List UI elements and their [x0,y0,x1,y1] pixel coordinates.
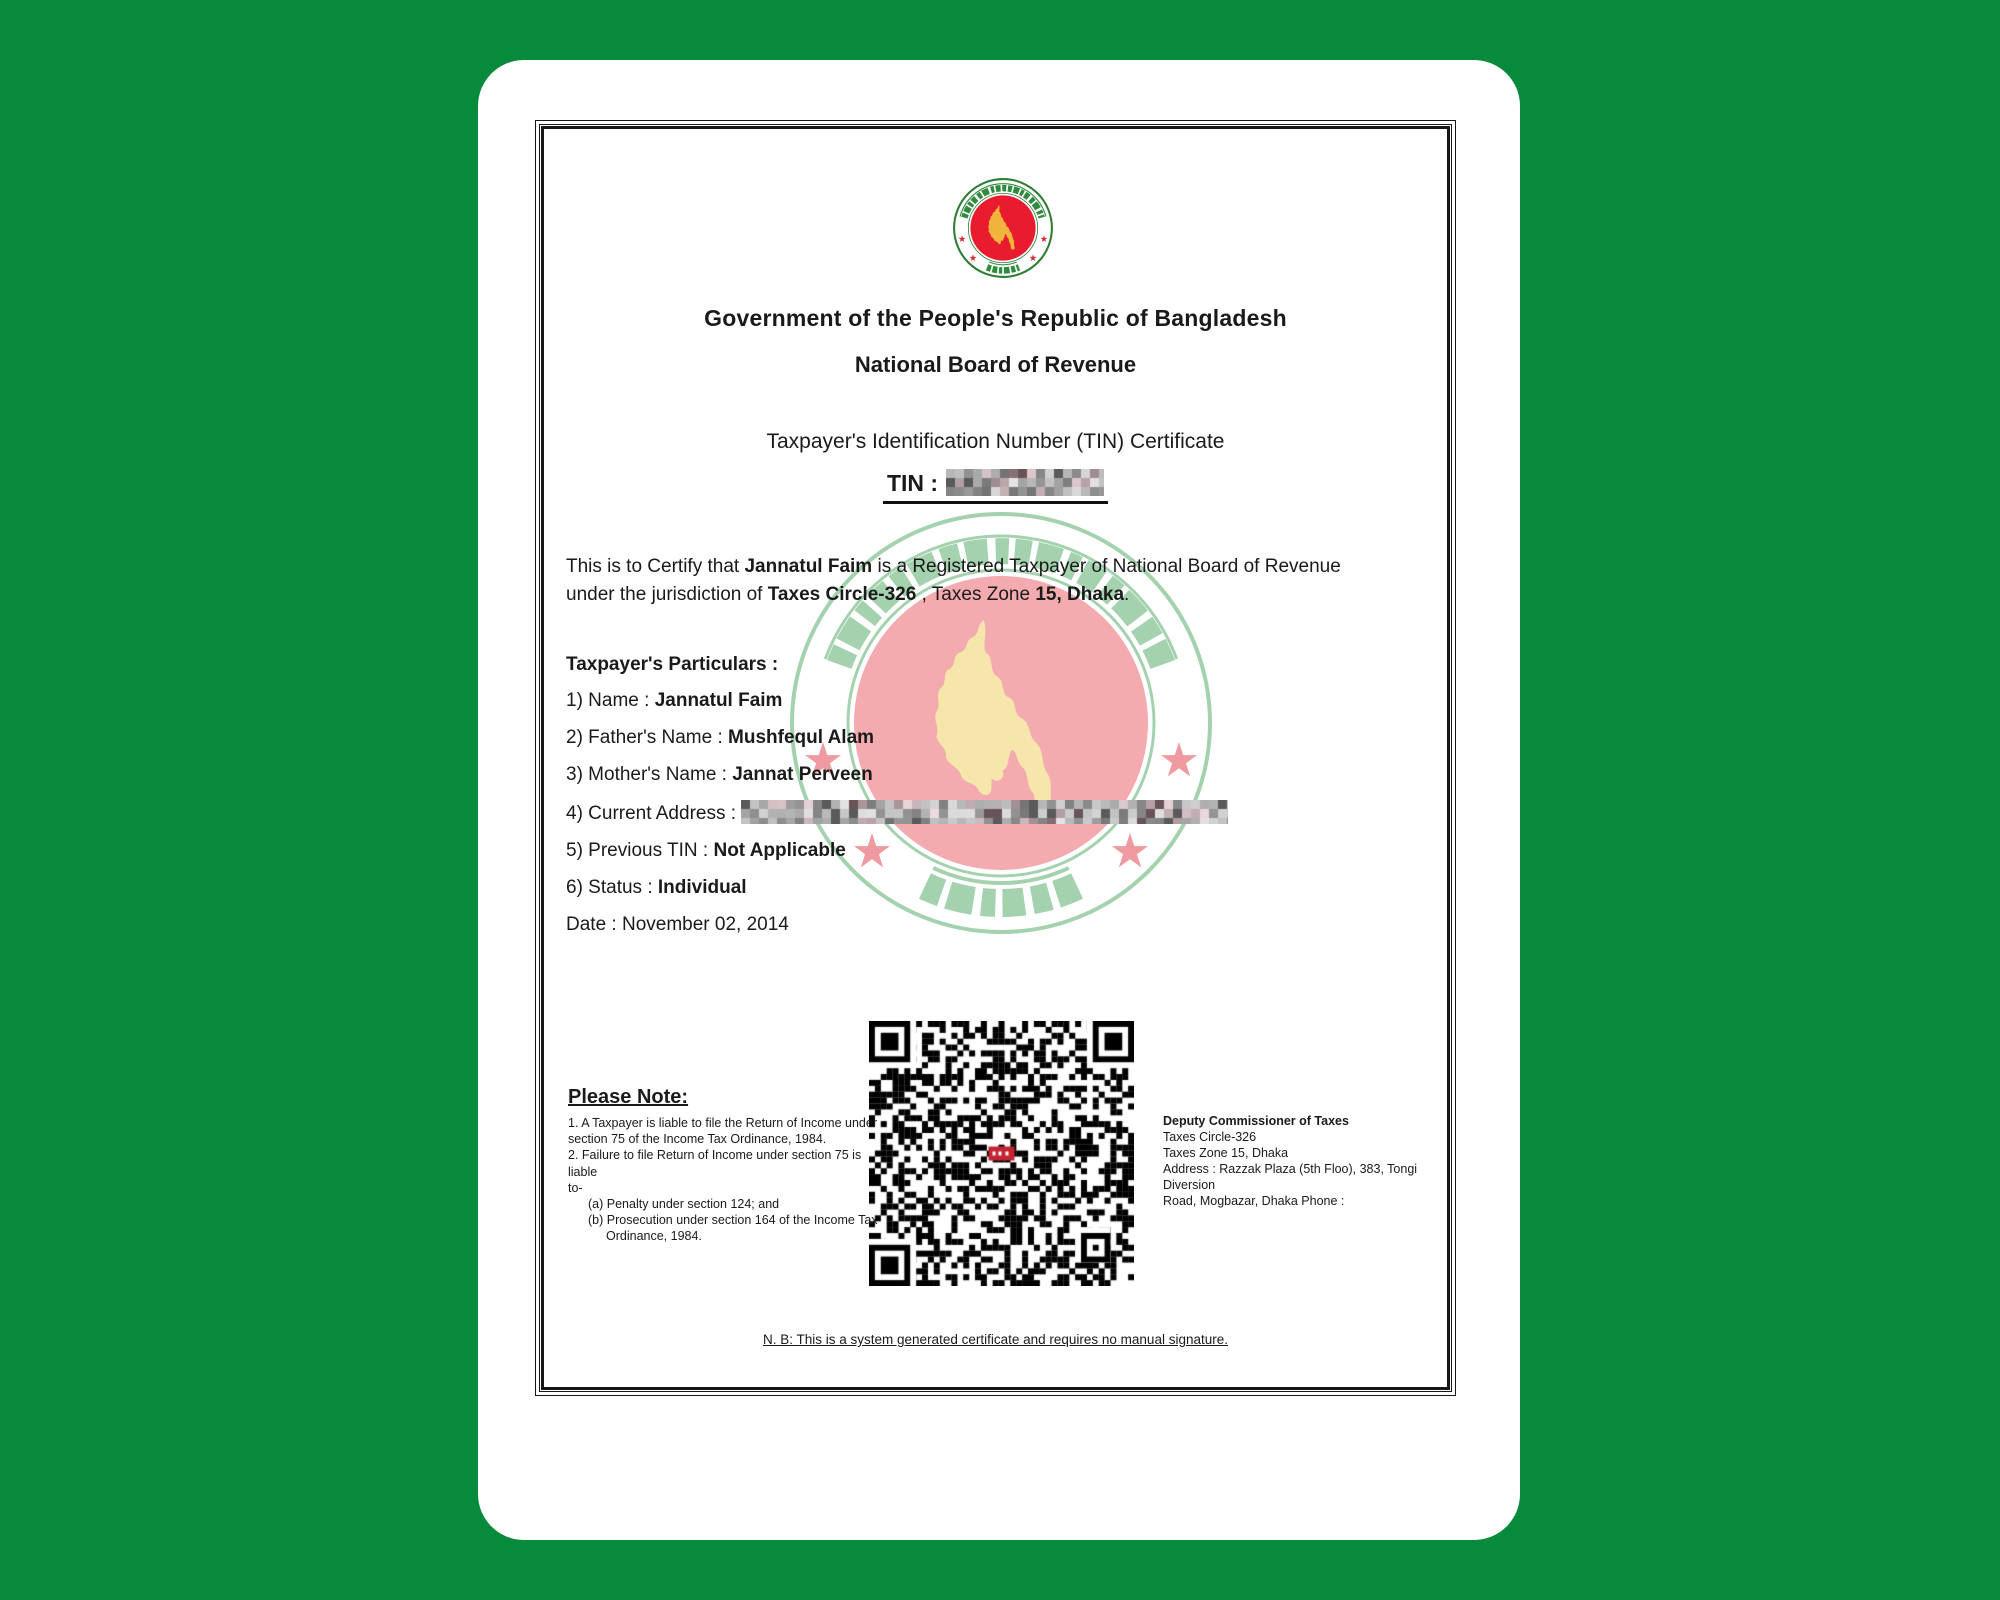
particular-row [566,913,1228,936]
board-title: National Board of Revenue [854,352,1137,377]
particular-row [566,876,1228,899]
document-title: Taxpayer's Identification Number (TIN) Certificate [766,430,1225,453]
signatory-line: Taxes Circle-326 [1163,1130,1257,1144]
certify-segment: . [1124,583,1130,605]
particular-label: Date : [566,914,622,935]
particular-value: Jannatul Faim [654,690,783,711]
certify-segment: , Taxes Zone [916,583,1036,605]
tin-line [544,469,1447,504]
particular-value: Individual [657,877,747,898]
certificate-frame [541,126,1450,1390]
signatory-line: Taxes Zone 15, Dhaka [1163,1146,1289,1160]
particular-label: 4) Current Address : [566,803,742,824]
signatory-block [1163,1113,1463,1209]
particulars-list [566,689,1228,950]
particular-label: 6) Status : [566,877,658,898]
particular-row [566,839,1228,862]
particular-value: Jannat Perveen [732,764,873,785]
certify-segment: This is to Certify that [566,556,745,577]
qr-code [869,1021,1134,1286]
government-seal-icon [950,175,1056,281]
note-line: (a) Penalty under section 124; and [588,1197,780,1212]
note-line: Ordinance, 1984. [606,1229,702,1244]
certify-segment: Jannatul Faim [744,556,873,577]
note-line: (b) Prosecution under section 164 of the Income Tax [588,1213,878,1228]
certificate-card [478,60,1520,1540]
please-note-lines [568,1115,880,1245]
particular-value: Not Applicable [713,840,846,861]
signatory-line: Deputy Commissioner of Taxes [1163,1114,1349,1128]
note-line: 1. A Taxpayer is liable to file the Return of Income under [568,1116,877,1130]
particular-label: 5) Previous TIN : [566,840,714,861]
particular-value: Mushfequl Alam [728,727,875,748]
note-line: section 75 of the Income Tax Ordinance, 1984. [568,1132,827,1147]
certify-segment: is a Registered Taxpayer of National Board of Revenue under the jurisdiction of [566,556,1341,605]
certify-segment: 15, Dhaka [1035,583,1125,605]
government-title: Government of the People's Republic of Bangladesh [704,305,1287,331]
system-generated-note: N. B: This is a system generated certificate and requires no manual signature. [763,1332,1228,1347]
address-redaction [741,800,1228,824]
signatory-line: Road, Mogbazar, Dhaka Phone : [1163,1194,1345,1208]
please-note-block [568,1086,880,1245]
note-line: to- [568,1180,583,1195]
certification-paragraph [566,553,1386,608]
particular-value: November 02, 2014 [621,914,789,935]
particular-label: 1) Name : [566,690,655,711]
tin-label: TIN : [886,470,939,496]
particular-row [566,689,1228,712]
particular-label: 2) Father's Name : [566,727,729,748]
signatory-line: Address : Razzak Plaza (5th Floo), 383, Tongi Diversion [1163,1162,1418,1192]
certify-segment: Taxes Circle-326 [767,583,917,605]
particular-row [566,726,1228,749]
particulars-heading: Taxpayer's Particulars : [566,654,779,675]
particular-row [566,800,1228,825]
particular-label: 3) Mother's Name : [566,764,733,785]
please-note-heading: Please Note: [568,1086,689,1108]
note-line: 2. Failure to file Return of Income under section 75 is liable [568,1148,862,1179]
tin-value-redaction [946,469,1104,496]
particular-row [566,763,1228,786]
